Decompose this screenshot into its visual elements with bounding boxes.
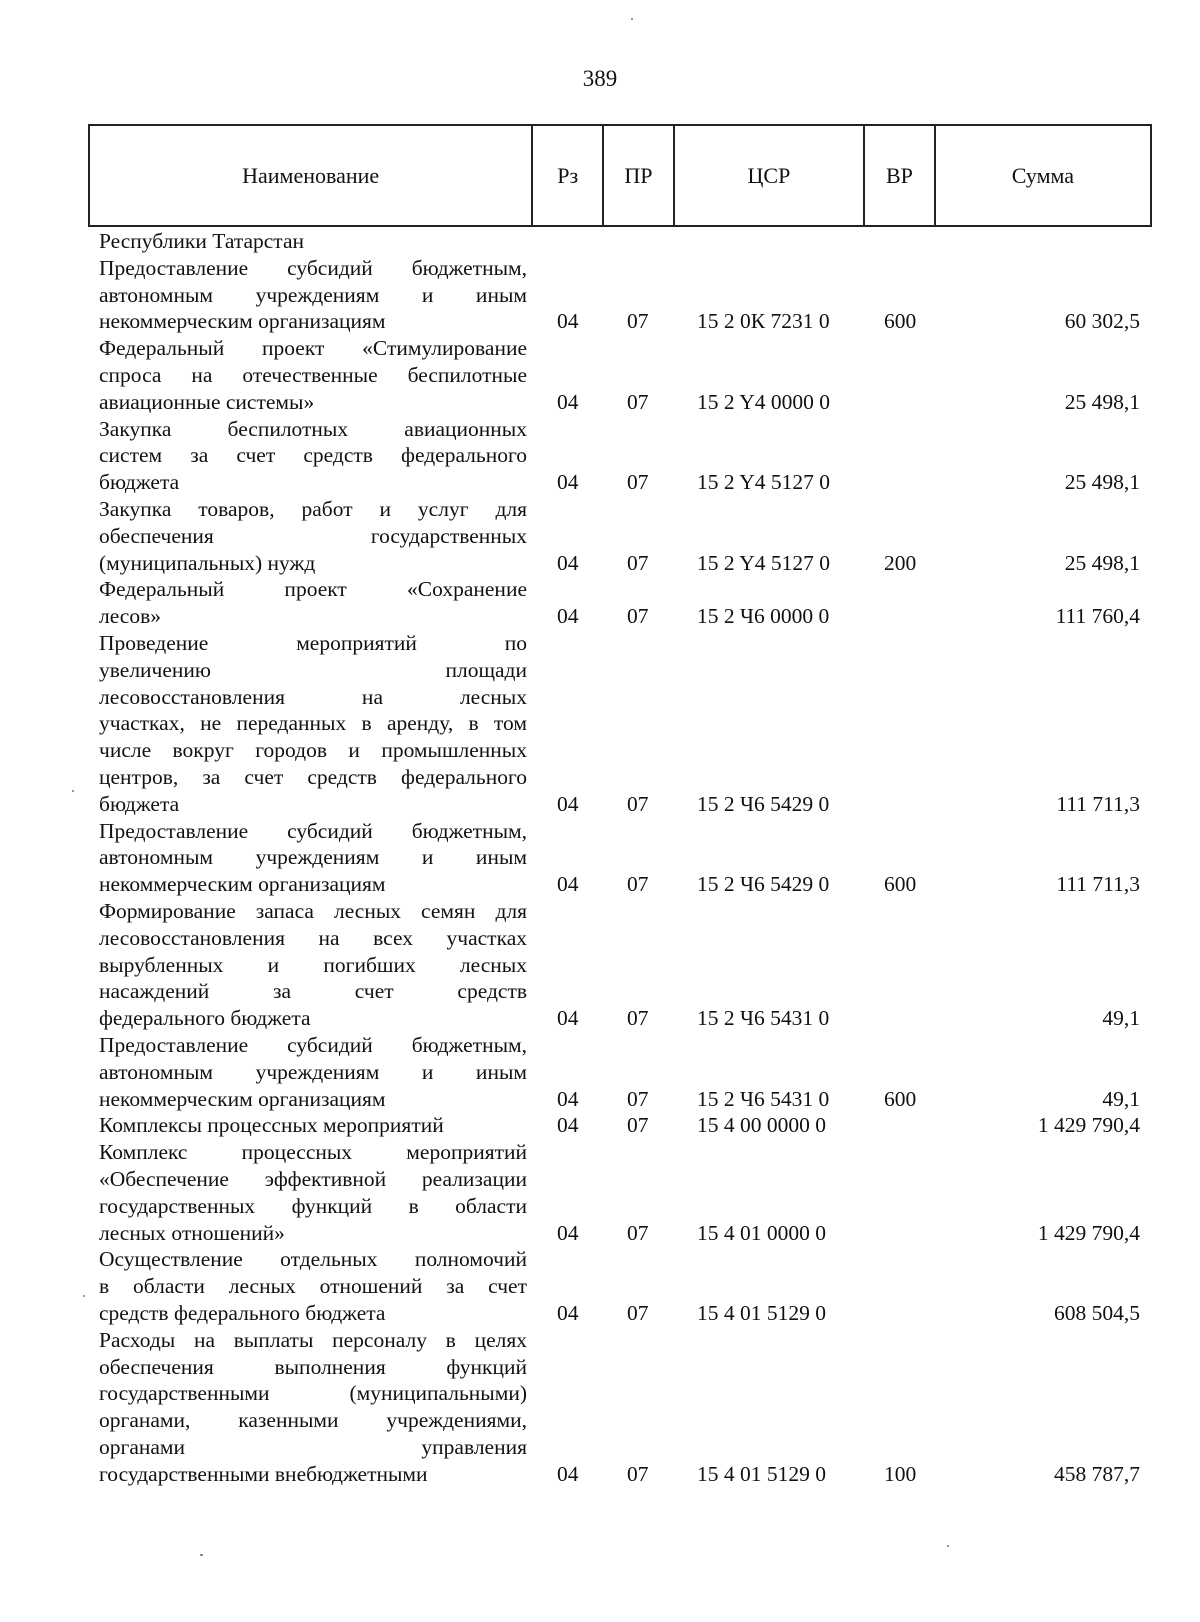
- row-name-line: Проведение мероприятий по: [99, 630, 527, 655]
- row-name-line: автономным учреждениям и иным: [99, 845, 527, 870]
- row-csr: 15 2 Ч6 5429 0: [697, 872, 830, 897]
- row-name-line: Комплексы процессных мероприятий: [99, 1113, 444, 1138]
- row-name: [99, 1327, 527, 1488]
- row-name-line: Предоставление субсидий бюджетным,: [99, 255, 527, 280]
- row-pr: 07: [627, 1113, 649, 1138]
- row-name-line: (муниципальных) нужд: [99, 550, 316, 575]
- table-row: [0, 228, 1200, 255]
- row-csr: 15 2 Ч6 5431 0: [697, 1086, 830, 1111]
- row-csr: 15 4 01 5129 0: [697, 1300, 826, 1325]
- table-header: [88, 124, 1152, 227]
- row-name: [99, 416, 527, 496]
- row-name-line: федерального бюджета: [99, 1006, 311, 1031]
- row-name-line: Федеральный проект «Стимулирование: [99, 336, 527, 361]
- row-sum: 25 498,1: [1064, 550, 1140, 575]
- table-row: [0, 1327, 1200, 1488]
- row-sum: 458 787,7: [1054, 1461, 1140, 1486]
- row-name: [99, 630, 527, 818]
- row-name-line: Республики Татарстан: [99, 229, 305, 253]
- row-rz: 04: [557, 1461, 579, 1486]
- row-sum: 111 711,3: [1056, 791, 1140, 816]
- row-name-line: Расходы на выплаты персоналу в целях: [99, 1327, 527, 1352]
- row-pr: 07: [627, 791, 649, 816]
- row-rz: 04: [557, 791, 579, 816]
- table-row: [0, 255, 1200, 335]
- row-csr: 15 2 Y4 5127 0: [697, 470, 830, 495]
- row-rz: 04: [557, 470, 579, 495]
- row-sum: 1 429 790,4: [1037, 1113, 1140, 1138]
- table-row: [0, 630, 1200, 818]
- row-name: [99, 1112, 527, 1139]
- row-csr: 15 2 Y4 5127 0: [697, 550, 830, 575]
- row-name-line: некоммерческим организациям: [99, 309, 386, 334]
- row-name: [99, 1246, 527, 1326]
- header-pr: ПР: [604, 126, 675, 225]
- row-vr: 600: [884, 872, 917, 897]
- table-row: [0, 1139, 1200, 1246]
- row-vr: 200: [884, 550, 917, 575]
- row-pr: 07: [627, 309, 649, 334]
- row-name-line: Закупка беспилотных авиационных: [99, 416, 527, 441]
- row-name-line: Формирование запаса лесных семян для: [99, 898, 527, 923]
- row-name-line: органами управления: [99, 1434, 527, 1459]
- row-name-line: вырубленных и погибших лесных: [99, 952, 527, 977]
- row-name-line: государственными внебюджетными: [99, 1461, 428, 1486]
- page-number: 389: [582, 66, 618, 91]
- row-name: [99, 255, 527, 335]
- row-csr: 15 2 Ч6 0000 0: [697, 604, 830, 629]
- row-sum: 25 498,1: [1064, 389, 1140, 414]
- row-name-line: Осуществление отдельных полномочий: [99, 1247, 527, 1272]
- row-csr: 15 4 01 5129 0: [697, 1461, 826, 1486]
- table-row: [0, 818, 1200, 898]
- row-name: [99, 1139, 527, 1246]
- table-row: [0, 898, 1200, 1032]
- row-csr: 15 2 0К 7231 0: [697, 309, 830, 334]
- row-rz: 04: [557, 389, 579, 414]
- table-row: [0, 576, 1200, 630]
- row-rz: 04: [557, 872, 579, 897]
- row-pr: 07: [627, 1086, 649, 1111]
- header-csr: ЦСР: [675, 126, 865, 225]
- row-name-line: автономным учреждениям и иным: [99, 282, 527, 307]
- table-body: [0, 228, 1200, 1488]
- row-rz: 04: [557, 309, 579, 334]
- row-name-line: лесов»: [99, 604, 162, 629]
- row-name-line: Федеральный проект «Сохранение: [99, 577, 527, 602]
- table-row: [0, 335, 1200, 415]
- row-name-line: некоммерческим организациям: [99, 1086, 386, 1111]
- row-name: [99, 1032, 527, 1112]
- row-csr: 15 2 Ч6 5429 0: [697, 791, 830, 816]
- row-sum: 60 302,5: [1064, 309, 1140, 334]
- row-pr: 07: [627, 1006, 649, 1031]
- table-row: [0, 1112, 1200, 1139]
- row-name-line: государственными (муниципальными): [99, 1381, 527, 1406]
- row-sum: 111 760,4: [1055, 604, 1140, 629]
- row-rz: 04: [557, 604, 579, 629]
- row-sum: 608 504,5: [1054, 1300, 1140, 1325]
- row-name: [99, 496, 527, 576]
- row-name-line: государственных функций в области: [99, 1193, 527, 1218]
- row-pr: 07: [627, 604, 649, 629]
- row-name-line: увеличению площади: [99, 657, 527, 682]
- row-name-line: Комплекс процессных мероприятий: [99, 1140, 527, 1165]
- row-sum: 25 498,1: [1064, 470, 1140, 495]
- row-vr: 600: [884, 1086, 917, 1111]
- row-rz: 04: [557, 1220, 579, 1245]
- row-csr: 15 2 Ч6 5431 0: [697, 1006, 830, 1031]
- row-vr: 600: [884, 309, 917, 334]
- header-rz: Рз: [533, 126, 604, 225]
- row-name-line: авиационные системы»: [99, 389, 315, 414]
- row-rz: 04: [557, 550, 579, 575]
- row-name-line: насаждений за счет средств: [99, 979, 527, 1004]
- row-pr: 07: [627, 1300, 649, 1325]
- row-pr: 07: [627, 470, 649, 495]
- table-row: [0, 496, 1200, 576]
- header-vr: ВР: [865, 126, 936, 225]
- row-name: [99, 898, 527, 1032]
- row-name: [99, 228, 527, 255]
- header-sum: Сумма: [1011, 162, 1075, 188]
- row-rz: 04: [557, 1086, 579, 1111]
- row-name-line: средств федерального бюджета: [99, 1300, 386, 1325]
- row-name-line: в области лесных отношений за счет: [99, 1274, 527, 1299]
- row-name-line: органами, казенными учреждениями,: [99, 1408, 527, 1433]
- row-csr: 15 2 Y4 0000 0: [697, 389, 830, 414]
- row-name-line: автономным учреждениям и иным: [99, 1059, 527, 1084]
- row-name-line: бюджета: [99, 470, 180, 495]
- row-name-line: центров, за счет средств федерального: [99, 764, 527, 789]
- row-name-line: участках, не переданных в аренду, в том: [99, 711, 527, 736]
- row-name: [99, 576, 527, 630]
- row-rz: 04: [557, 1113, 579, 1138]
- row-sum: 49,1: [1102, 1086, 1140, 1111]
- row-csr: 15 4 00 0000 0: [697, 1113, 826, 1138]
- row-name-line: Закупка товаров, работ и услуг для: [99, 496, 527, 521]
- header-name: Наименование: [90, 126, 533, 225]
- row-sum: 111 711,3: [1056, 872, 1140, 897]
- row-name: [99, 335, 527, 415]
- row-name-line: некоммерческим организациям: [99, 872, 386, 897]
- row-name-line: лесовосстановления на лесных: [99, 684, 527, 709]
- row-sum: 1 429 790,4: [1037, 1220, 1140, 1245]
- row-name-line: «Обеспечение эффективной реализации: [99, 1166, 527, 1191]
- row-name-line: обеспечения государственных: [99, 523, 527, 548]
- row-name-line: числе вокруг городов и промышленных: [99, 738, 527, 763]
- table-row: [0, 416, 1200, 496]
- row-name-line: Предоставление субсидий бюджетным,: [99, 1032, 527, 1057]
- table-row: [0, 1032, 1200, 1112]
- row-pr: 07: [627, 1220, 649, 1245]
- row-vr: 100: [884, 1461, 917, 1486]
- row-pr: 07: [627, 872, 649, 897]
- row-rz: 04: [557, 1300, 579, 1325]
- row-pr: 07: [627, 389, 649, 414]
- row-name: [99, 818, 527, 898]
- row-name-line: Предоставление субсидий бюджетным,: [99, 818, 527, 843]
- row-name-line: обеспечения выполнения функций: [99, 1354, 527, 1379]
- row-rz: 04: [557, 1006, 579, 1031]
- row-name-line: лесовосстановления на всех участках: [99, 925, 527, 950]
- table-row: [0, 1246, 1200, 1326]
- row-name-line: спроса на отечественные беспилотные: [99, 362, 527, 387]
- row-name-line: бюджета: [99, 791, 180, 816]
- row-name-line: систем за счет средств федерального: [99, 443, 527, 468]
- row-sum: 49,1: [1102, 1006, 1140, 1031]
- row-name-line: лесных отношений»: [99, 1220, 285, 1245]
- row-csr: 15 4 01 0000 0: [697, 1220, 826, 1245]
- row-pr: 07: [627, 550, 649, 575]
- row-pr: 07: [627, 1461, 649, 1486]
